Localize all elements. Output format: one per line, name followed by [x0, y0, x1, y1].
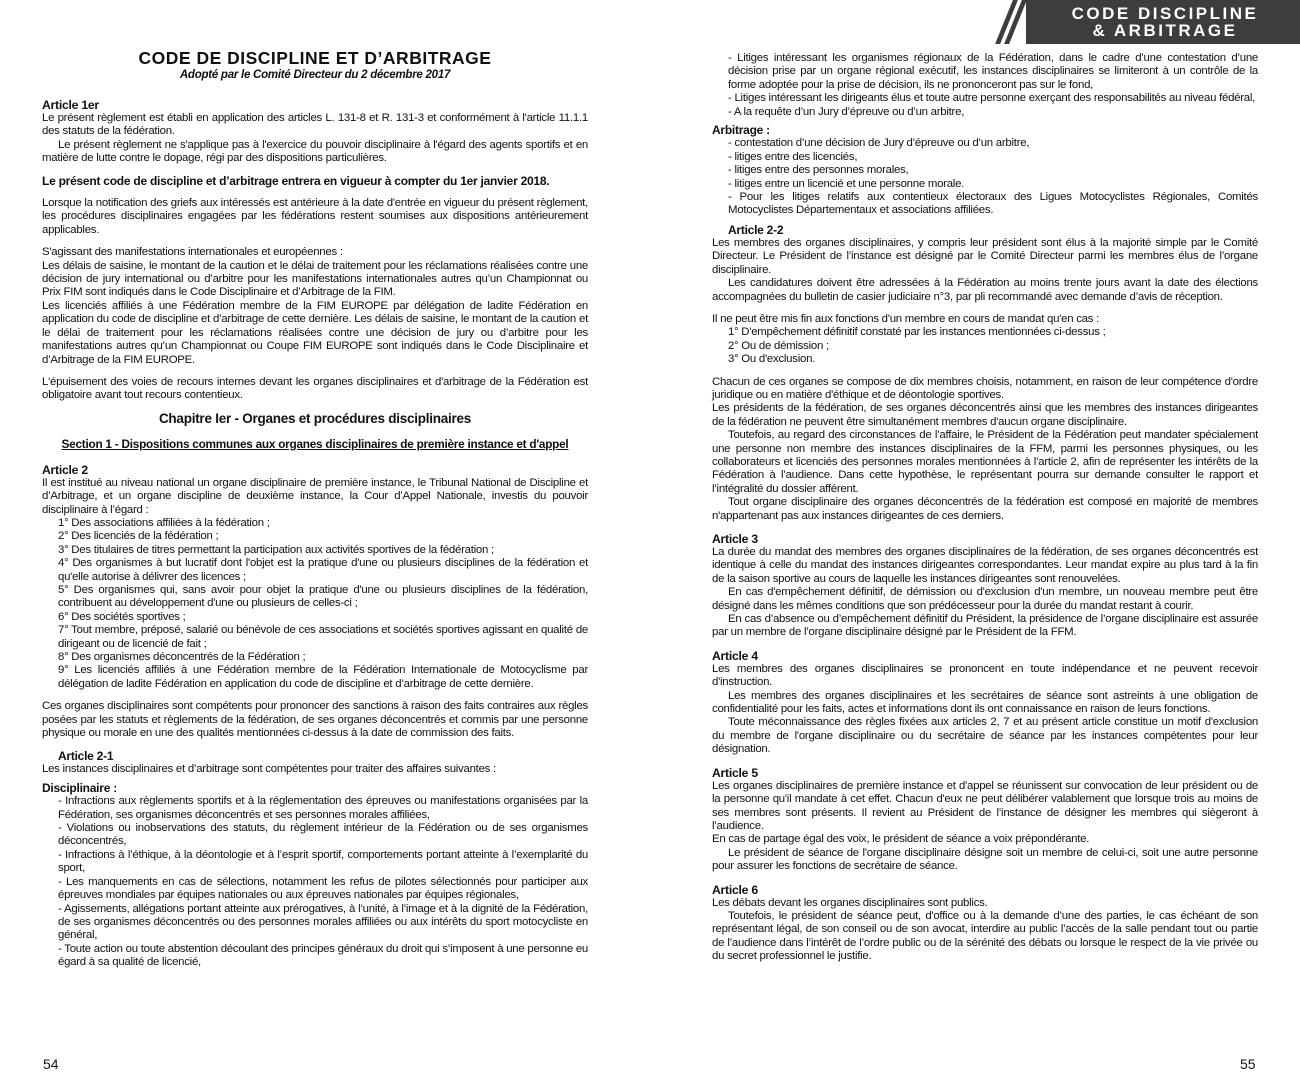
page-number: 54 [43, 1056, 59, 1072]
article-5-paragraph: Les organes disciplinaires de première instance et d'appel se réunissent sur convocation de leur président ou de la personne qu'il mandate à cet effet. Chacun d'eux ne peut délibérer valablement que lorsque trois au moins de ses membres sont présents. Il revient au Président de l’instance de désigner les membres qui siègeront à l’audience. [712, 779, 1258, 832]
list-item: 2° Des licenciés de la fédération ; [58, 530, 219, 543]
banner-title [1034, 5, 1296, 39]
list-item: 1° Des associations affiliées à la fédération ; [58, 516, 270, 529]
article-2-2-heading: Article 2-2 [728, 222, 784, 237]
article-5-heading: Article 5 [712, 765, 758, 780]
section-heading: Section 1 - Dispositions communes aux organes disciplinaires de première instance et d'appel [61, 436, 569, 451]
article-3-paragraph: En cas d'empêchement définitif, de démission ou d'exclusion d'un membre, un nouveau membre peut être désigné dans les mêmes conditions que son prédécesseur pour la durée du mandat restant à courir. [712, 586, 1258, 612]
list-item: - contestation d’une décision de Jury d’épreuve ou d’un arbitre, [728, 137, 1030, 150]
list-item: - Infractions à l’éthique, à la déontologie et à l’esprit sportif, comportements portant atteinte à l’exemplarité du sport, [58, 848, 588, 875]
article-1-heading: Article 1er [42, 98, 99, 112]
list-item: - Infractions aux règlements sportifs et à la réglementation des épreuves ou manifestations organisées par la Fédération, ses organismes déconcentrés et ses personnes morales affiliées, [58, 795, 588, 821]
list-item: - Les manquements en cas de sélections, notamment les refus de pilotes sélectionnés pour participer aux épreuves mondiales par équipes nationales ou aux épreuves nationales par équipes régionales, [58, 875, 588, 902]
list-item: - Litiges intéressant les dirigeants élus et toute autre personne exerçant des responsabilités au niveau fédéral, [728, 92, 1256, 105]
article-4-paragraph: Toute méconnaissance des règles fixées aux articles 2, 7 et au présent article constitue un motif d'exclusion du membre de l'organe disciplinaire ou du secrétaire de séance par les instances compétentes pour leur désignation. [712, 716, 1258, 756]
list-item: 8° Des organismes déconcentrés de la Fédération ; [58, 651, 306, 663]
notification-paragraph: Lorsque la notification des griefs aux intéressés est antérieure à la date d'entrée en vigueur du présent règlement, les procédures disciplinaires engagées par les fédérations restent soumises aux dispositions antérieurement applicables. [42, 197, 588, 236]
list-item: - litiges entre des licenciés, [728, 150, 858, 163]
recours-paragraph: L'épuisement des voies de recours internes devant les organes disciplinaires et d'arbitrage de la Fédération est obligatoire avant tout recours contentieux. [42, 375, 588, 402]
list-item: 5° Des organismes qui, sans avoir pour objet la pratique d'une ou plusieurs disciplines de la fédération, contribuent au développement d'une ou plusieurs de celles-ci ; [58, 583, 588, 610]
list-item: 7° Tout membre, préposé, salarié ou bénévole de ces associations et sociétés sportives agissant en qualité de dirigeant ou de licencié de fait ; [58, 624, 588, 650]
competence-paragraph: Ces organes disciplinaires sont compétents pour prononcer des sanctions à raison des faits contraires aux règles posées par les statuts et règlements de la fédération, de ses organes déconcentrés et commis par une personne physique ou morale en une des qualités mentionnées ci-dessus à la date de commission des faits. [42, 700, 588, 740]
international-paragraph: Les délais de saisine, le montant de la caution et le délai de traitement pour les réclamations réalisées contre une décision de jury international ou d’arbitre pour les manifestations internationales autres qu’un Championnat ou Prix FIM sont indiqués dans le Code Disciplinaire et d’Arbitrage de la FIM. [42, 259, 588, 299]
article-5-paragraph: En cas de partage égal des voix, le président de séance a voix prépondérante. [712, 833, 1090, 846]
list-item: - Litiges intéressant les organismes régionaux de la Fédération, dans le cadre d’une contestation d’une décision prise par un organe régional exécutif, les instances disciplinaires se limiteront à un contrôle de la forme adoptée pour la prise de décision, ils ne prononceront pas sur le fond, [728, 52, 1258, 91]
left-column [42, 48, 588, 970]
article-2-intro: Il est institué au niveau national un organe disciplinaire de première instance, le Tribunal National de Discipline et d’Arbitrage, et un organe discipline de deuxième instance, la Cour d’Appel Nationale, investis du pouvoir disciplinaire à l’égard : [42, 476, 588, 516]
list-item: 1° D'empêchement définitif constaté par les instances mentionnées ci-dessus ; [728, 326, 1106, 339]
banner-line-1: CODE DISCIPLINE [1071, 4, 1259, 23]
article-3-heading: Article 3 [712, 532, 758, 546]
article-6-paragraph: Les débats devant les organes disciplinaires sont publics. [712, 896, 988, 909]
disciplinaire-heading: Disciplinaire : [42, 780, 117, 795]
article-1-paragraph: Le présent règlement est établi en application des articles L. 131-8 et R. 131-3 et conformément à l'article 11.1.1 des statuts de la fédération. [42, 112, 588, 138]
composition-paragraph: Chacun de ces organes se compose de dix membres choisis, notamment, en raison de leur compétence d'ordre juridique ou en matière d'éthique et de déontologie sportives. [712, 375, 1258, 401]
composition-paragraph: Tout organe disciplinaire des organes déconcentrés de la fédération est composé en majorité de membres n'appartenant pas aux instances dirigeantes de ces derniers. [712, 496, 1258, 522]
composition-paragraph: Les présidents de la fédération, de ses organes déconcentrés ainsi que les membres des instances dirigeantes de la fédération ne peuvent être simultanément membres d'aucun organe disciplinaire. [712, 402, 1258, 428]
article-4-paragraph: Les membres des organes disciplinaires et les secrétaires de séance sont astreints à une obligation de confidentialité pour les faits, actes et informations dont ils ont connaissance en raison de leurs fonctions. [712, 689, 1258, 716]
article-2-1-heading: Article 2-1 [58, 749, 114, 764]
list-item: - A la requête d’un Jury d’épreuve ou d’un arbitre, [728, 105, 965, 118]
article-4-paragraph: Les membres des organes disciplinaires se prononcent en toute indépendance et ne peuvent recevoir d'instruction. [712, 662, 1258, 689]
article-5-paragraph: Le président de séance de l'organe disciplinaire désigne soit un membre de celui-ci, soit une autre personne pour assurer les fonctions de secrétaire de séance. [712, 846, 1258, 873]
composition-paragraph: Toutefois, au regard des circonstances de l’affaire, le Président de la Fédération peut mandater spécialement une personne non membre des instances disciplinaires de la FFM, parmi les personnes physiques, ou les collaborateurs et licenciés des personnes morales mentionnées à l’article 2, afin de représenter les intérêts de la Fédération à l’audience. Dans cette hypothèse, le représentant pourra sur demande consulter le rapport et l’intégralité du dossier afférent. [712, 429, 1258, 495]
international-paragraph: Les licenciés affiliés à une Fédération membre de la FIM EUROPE par délégation de ladite Fédération en application du code de discipline et d’arbitrage de cette dernière. Les délais de saisine, le montant de la caution et le délai de traitement pour les réclamations réalisées contre une décision de jury ou d’arbitre pour les manifestations autres qu’un Championnat ou Coupe FIM EUROPE sont indiqués dans le Code Disciplinaire et d’Arbitrage de la FIM EUROPE. [42, 299, 588, 366]
right-column [712, 52, 1258, 964]
document-title: CODE DE DISCIPLINE ET D’ARBITRAGE [138, 48, 492, 68]
list-item: - Agissements, allégations portant atteinte aux prérogatives, à l’unité, à l’image et à la dignité de la Fédération, de ses organismes déconcentrés ou des personnes morales affiliées ou aux intérêts du sport motocycliste en général, [58, 902, 588, 942]
chapter-heading: Chapitre Ier - Organes et procédures disciplinaires [158, 410, 472, 426]
article-4-heading: Article 4 [712, 648, 758, 663]
document-subtitle: Adopté par le Comité Directeur du 2 décembre 2017 [179, 69, 451, 81]
fin-mandat-intro: Il ne peut être mis fin aux fonctions d'un membre en cours de mandat qu'en cas : [712, 312, 1100, 325]
list-item: 4° Des organismes à but lucratif dont l'objet est la pratique d'une ou plusieurs disciplines de la fédération et qu'elle autorise à délivrer des licences ; [58, 557, 588, 583]
list-item: - litiges entre un licencié et une personne morale. [728, 177, 965, 190]
international-intro: S'agissant des manifestations internationales et européennes : [42, 246, 343, 259]
right-page [650, 0, 1300, 1092]
list-item: 6° Des sociétés sportives ; [58, 610, 186, 623]
section-banner [1000, 0, 1300, 44]
article-1-paragraph: Le présent règlement ne s'applique pas à l'exercice du pouvoir disciplinaire à l'égard des agents sportifs et en matière de lutte contre le dopage, régi par des dispositions particulières. [42, 138, 588, 165]
article-6-heading: Article 6 [712, 882, 758, 897]
banner-line-2: & ARBITRAGE [1092, 21, 1238, 40]
entry-into-force: Le présent code de discipline et d’arbitrage entrera en vigueur à compter du 1er janvier 2018. [42, 173, 550, 188]
list-item: - Violations ou inobservations des statuts, du règlement intérieur de la Fédération ou de ses organismes déconcentrés, [58, 822, 588, 848]
article-2-2-paragraph: Les candidatures doivent être adressées à la Fédération au moins trente jours avant la date des élections accompagnées du bulletin de casier judiciaire n°3, par pli recommandé avec demande d’avis de réception. [712, 277, 1258, 303]
article-2-2-paragraph: Les membres des organes disciplinaires, y compris leur président sont élus à la majorité simple par le Comité Directeur. Le Président de l’instance est désigné par le Comité Directeur parmi les membres élus de l’organe disciplinaire. [712, 236, 1258, 276]
article-2-heading: Article 2 [42, 462, 88, 477]
list-item: - litiges entre des personnes morales, [728, 164, 909, 177]
list-item: 9° Les licenciés affiliés à une Fédération membre de la Fédération Internationale de Motocyclisme par délégation de ladite Fédération en application du code de discipline et d’arbitrage de cette dernière. [58, 664, 588, 690]
article-3-paragraph: En cas d’absence ou d’empêchement définitif du Président, la présidence de l’organe disciplinaire est assurée par un membre de l’organe disciplinaire désigné par le Président de la FFM. [712, 613, 1258, 639]
page-number: 55 [1240, 1056, 1256, 1072]
list-item: 3° Ou d'exclusion. [728, 353, 816, 366]
article-3-paragraph: La durée du mandat des membres des organes disciplinaires de la fédération, de ses organes déconcentrés est identique à celle du mandat des instances dirigeantes correspondantes. Leur mandat expire au plus tard à la fin de la saison sportive au cours de laquelle les instances dirigeantes sont renouvelées. [712, 546, 1258, 585]
list-item: 2° Ou de démission ; [728, 339, 829, 352]
arbitrage-heading: Arbitrage : [712, 123, 770, 138]
list-item: - Pour les litiges relatifs aux contentieux électoraux des Ligues Motocyclistes Régionales, Comités Motocyclistes Départementaux et associations affiliées. [728, 191, 1258, 217]
list-item: 3° Des titulaires de titres permettant la participation aux activités sportives de la fédération ; [58, 543, 494, 556]
article-6-paragraph: Toutefois, le président de séance peut, d'office ou à la demande d’une des parties, le cas échéant de son représentant légal, de son conseil ou de son avocat, interdire au public l’accès de la salle pendant tout ou partie de l’audience dans l’intérêt de l’ordre public ou de la sérénité des débats ou lorsque le respect de la vie privée ou du secret professionnel le justifie. [712, 909, 1258, 963]
article-2-1-intro: Les instances disciplinaires et d’arbitrage sont compétentes pour traiter des affaires suivantes : [42, 763, 496, 776]
list-item: - Toute action ou toute abstention découlant des principes généraux du droit qui s’imposent à une personne eu égard à sa qualité de licencié, [58, 942, 588, 969]
